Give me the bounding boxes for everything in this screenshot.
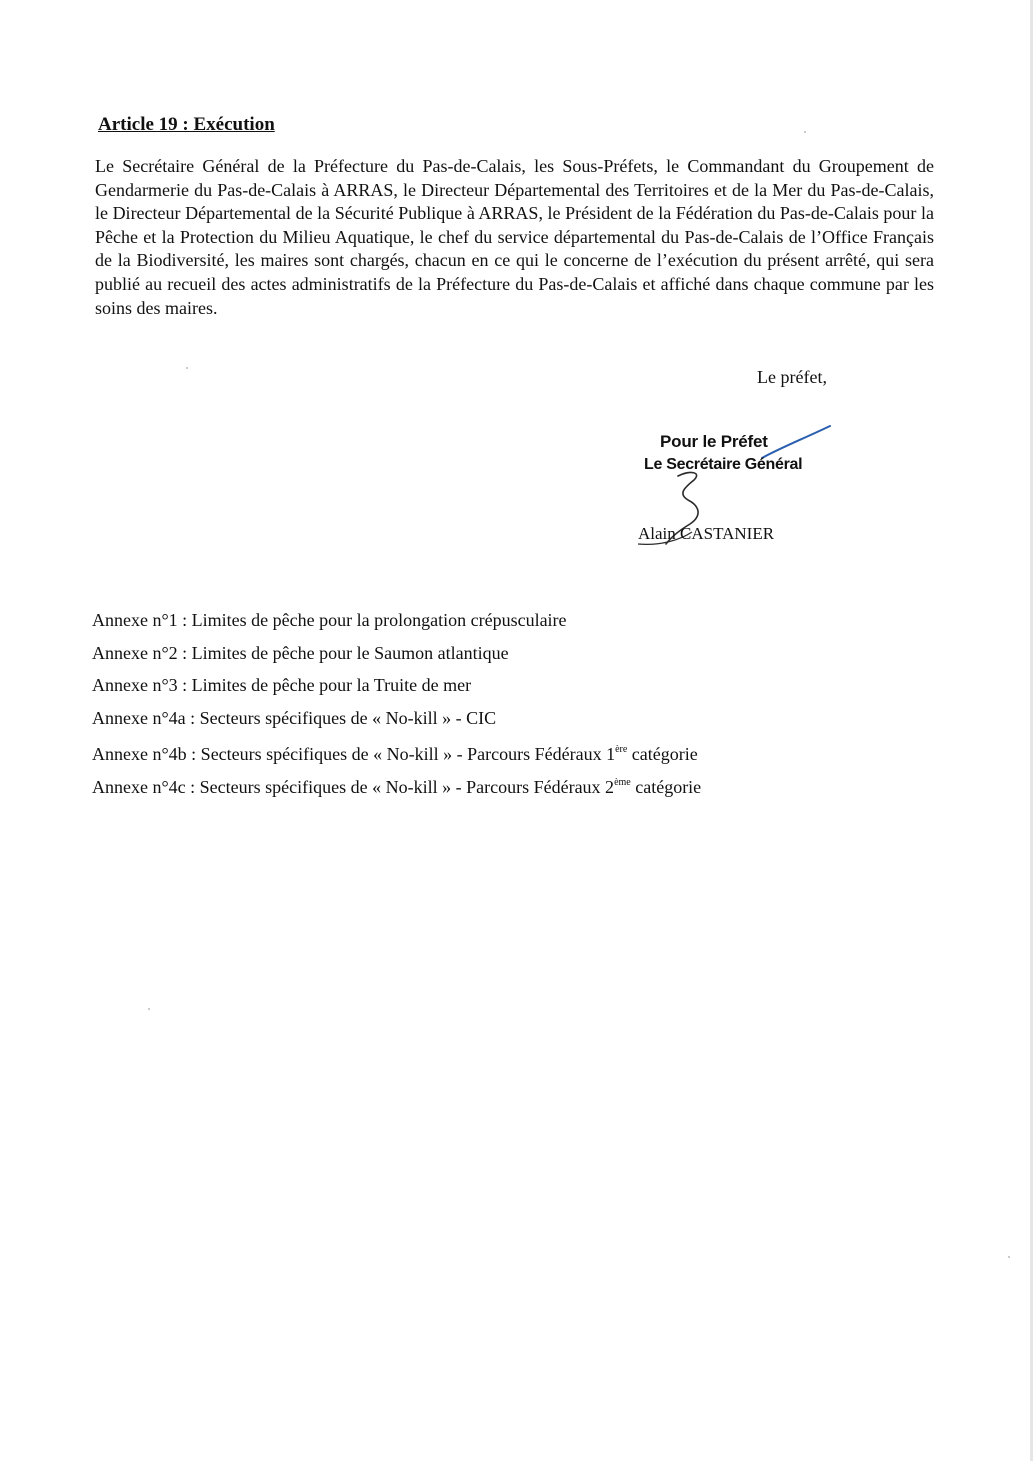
- ordinal-superscript: ème: [614, 776, 631, 788]
- annex-item: Annexe n°4c : Secteurs spécifiques de « No-kill » - Parcours Fédéraux 2ème catégorie: [92, 776, 702, 797]
- signature-flourish: [762, 426, 830, 458]
- annex-item: Annexe n°4a : Secteurs spécifiques de « No-kill » - CIC: [92, 707, 497, 728]
- annex-item: Annexe n°3 : Limites de pêche pour la Truite de mer: [92, 675, 472, 696]
- signatory-name: Alain CASTANIER: [638, 524, 775, 543]
- article-body: Le Secrétaire Général de la Préfecture du Pas-de-Calais, les Sous-Préfets, le Commandant du Groupement de Gendarmerie du Pas-de-Calais à ARRAS, le Directeur Départemental des Territoires et de la Mer du Pas-de-Calais, le Directeur Départemental de la Sécurité Publique à ARRAS, le Président de la Fédération du Pas-de-Calais pour la Pêche et la Protection du Milieu Aquatique, le chef du service départemental du Pas-de-Calais de l’Office Français de la Biodiversité, les maires sont chargés, chacun en ce qui le concerne de l’exécution du présent arrêté, qui sera publié au recueil des actes administratifs de la Préfecture du Pas-de-Calais et affiché dans chaque commune par les soins des maires.: [95, 156, 934, 318]
- annex-item: Annexe n°1 : Limites de pêche pour la prolongation crépusculaire: [92, 610, 567, 630]
- annex-item: Annexe n°2 : Limites de pêche pour le Saumon atlantique: [92, 642, 509, 663]
- signature-line-pour-le-prefet: Pour le Préfet: [660, 432, 768, 451]
- signature-block: [630, 420, 870, 560]
- article-heading: Article 19 : Exécution: [98, 114, 275, 135]
- ordinal-superscript: ère: [615, 744, 628, 756]
- signature-line-secretaire-general: Le Secrétaire Général: [644, 456, 803, 473]
- closing-formula: Le préfet,: [757, 367, 827, 387]
- annex-item: Annexe n°4b : Secteurs spécifiques de « No-kill » - Parcours Fédéraux 1ère catégorie: [92, 744, 698, 765]
- annex-list: [92, 606, 701, 802]
